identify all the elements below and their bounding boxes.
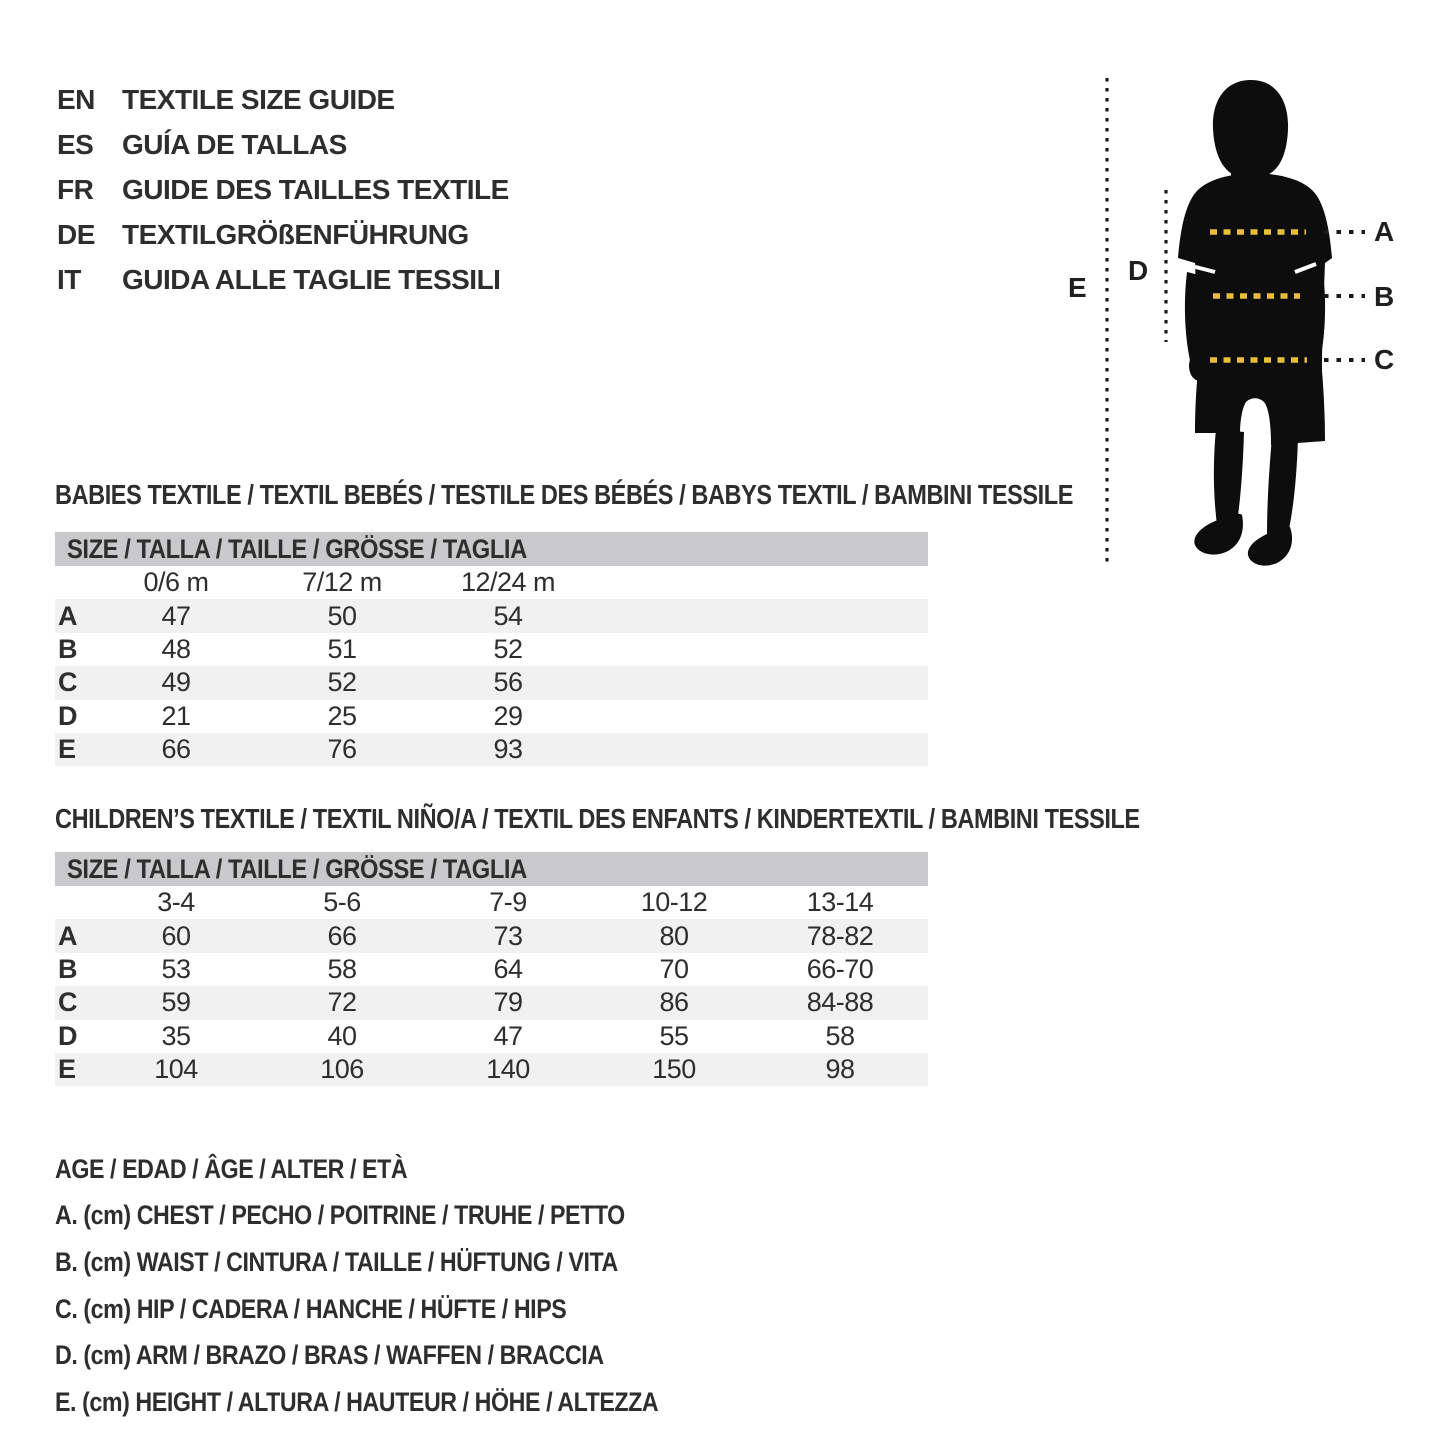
child-silhouette (1060, 70, 1430, 582)
language-title: GUIDA ALLE TAGLIE TESSILI (122, 263, 501, 295)
cell: 21 (161, 700, 191, 731)
cell: 86 (659, 987, 689, 1018)
child-figure (1178, 80, 1332, 566)
cell: 106 (320, 1054, 364, 1085)
cell: 58 (825, 1020, 855, 1051)
cell: 79 (493, 987, 523, 1018)
legend-chest-line: A. (cm) CHEST / PECHO / POITRINE / TRUHE / PETTO (55, 1200, 625, 1231)
babies-size-header-bar (55, 532, 928, 566)
table-row-d (55, 1020, 928, 1053)
language-row-es (57, 123, 509, 168)
size-measurement-diagram (1060, 70, 1430, 582)
cell: 51 (327, 633, 357, 664)
row-label: C (58, 987, 77, 1018)
cell: 47 (161, 600, 191, 631)
legend-arm-line: D. (cm) ARM / BRAZO / BRAS / WAFFEN / BRACCIA (55, 1340, 604, 1371)
table-row-c (55, 666, 928, 699)
language-row-it (57, 257, 509, 302)
row-label: D (58, 700, 77, 731)
row-label: C (58, 667, 77, 698)
children-column-header-row (55, 886, 928, 919)
cell: 47 (493, 1020, 523, 1051)
cell: 54 (493, 600, 523, 631)
babies-section-title: BABIES TEXTILE / TEXTIL BEBÉS / TESTILE DES BÉBÉS / BABYS TEXTIL / BAMBINI TESSILE (55, 479, 1074, 510)
cell: 52 (493, 633, 523, 664)
language-code: FR (57, 173, 94, 205)
table-row-a (55, 599, 928, 632)
column-header: 12/24 m (460, 567, 556, 598)
cell: 150 (652, 1054, 696, 1085)
row-label: B (58, 633, 77, 664)
cell: 70 (659, 953, 689, 984)
table-row-b (55, 953, 928, 986)
language-code: DE (57, 218, 95, 250)
cell: 25 (327, 700, 357, 731)
column-header: 3-4 (157, 887, 195, 918)
cell: 59 (161, 987, 191, 1018)
cell: 60 (161, 920, 191, 951)
cell: 53 (161, 953, 191, 984)
cell: 50 (327, 600, 357, 631)
legend-height-line: E. (cm) HEIGHT / ALTURA / HAUTEUR / HÖHE / ALTEZZA (55, 1386, 659, 1417)
row-label: A (58, 600, 77, 631)
column-header: 7/12 m (302, 567, 382, 598)
language-title: TEXTILE SIZE GUIDE (122, 84, 395, 116)
language-title: GUÍA DE TALLAS (122, 129, 347, 161)
legend-age-line: AGE / EDAD / ÂGE / ALTER / ETÀ (55, 1153, 408, 1184)
language-title-block (57, 78, 509, 302)
column-header: 10-12 (640, 887, 708, 918)
language-code: IT (57, 263, 81, 295)
language-row-en (57, 78, 509, 123)
legend-hip-line: C. (cm) HIP / CADERA / HANCHE / HÜFTE / HIPS (55, 1293, 567, 1324)
language-code: ES (57, 129, 94, 161)
children-section-title: CHILDREN’S TEXTILE / TEXTIL NIÑO/A / TEXTIL DES ENFANTS / KINDERTEXTIL / BAMBINI TESSILE (55, 803, 1140, 834)
measurement-legend (55, 1146, 756, 1426)
cell: 29 (493, 700, 523, 731)
cell: 58 (327, 953, 357, 984)
row-label: A (58, 920, 77, 951)
cell: 73 (493, 920, 523, 951)
cell: 98 (825, 1054, 855, 1085)
table-row-d (55, 700, 928, 733)
column-header: 13-14 (806, 887, 874, 918)
table-row-a (55, 919, 928, 952)
cell: 72 (327, 987, 357, 1018)
row-label: E (58, 734, 76, 765)
column-header: 0/6 m (143, 567, 209, 598)
cell: 78-82 (806, 920, 874, 951)
cell: 40 (327, 1020, 357, 1051)
legend-waist-line: B. (cm) WAIST / CINTURA / TAILLE / HÜFTUNG / VITA (55, 1246, 618, 1277)
language-title: GUIDE DES TAILLES TEXTILE (122, 173, 509, 205)
cell: 66 (327, 920, 357, 951)
table-row-c (55, 986, 928, 1019)
measure-label-waist: B (1374, 281, 1395, 312)
cell: 93 (493, 734, 523, 765)
children-size-header-bar (55, 852, 928, 886)
measure-label-hip: C (1374, 344, 1395, 375)
babies-column-header-row (55, 566, 928, 599)
babies-size-table (55, 532, 928, 766)
cell: 66-70 (806, 953, 874, 984)
cell: 64 (493, 953, 523, 984)
children-size-table (55, 852, 928, 1086)
cell: 66 (161, 734, 191, 765)
cell: 49 (161, 667, 191, 698)
cell: 140 (486, 1054, 530, 1085)
cell: 48 (161, 633, 191, 664)
table-row-e (55, 733, 928, 766)
language-row-de (57, 212, 509, 257)
column-header: 7-9 (489, 887, 527, 918)
cell: 56 (493, 667, 523, 698)
measure-label-height: E (1068, 272, 1087, 303)
cell: 55 (659, 1020, 689, 1051)
row-label: D (58, 1020, 77, 1051)
size-header-label: SIZE / TALLA / TAILLE / GRÖSSE / TAGLIA (67, 533, 527, 564)
cell: 84-88 (806, 987, 874, 1018)
table-row-e (55, 1053, 928, 1086)
measure-label-arm: D (1128, 255, 1149, 286)
cell: 52 (327, 667, 357, 698)
cell: 76 (327, 734, 357, 765)
measure-label-chest: A (1374, 216, 1395, 247)
table-row-b (55, 633, 928, 666)
language-row-fr (57, 168, 509, 213)
language-code: EN (57, 84, 95, 116)
language-title: TEXTILGRÖßENFÜHRUNG (122, 218, 469, 250)
cell: 80 (659, 920, 689, 951)
cell: 35 (161, 1020, 191, 1051)
size-header-label: SIZE / TALLA / TAILLE / GRÖSSE / TAGLIA (67, 853, 527, 884)
row-label: E (58, 1054, 76, 1085)
cell: 104 (154, 1054, 198, 1085)
row-label: B (58, 953, 77, 984)
column-header: 5-6 (323, 887, 361, 918)
